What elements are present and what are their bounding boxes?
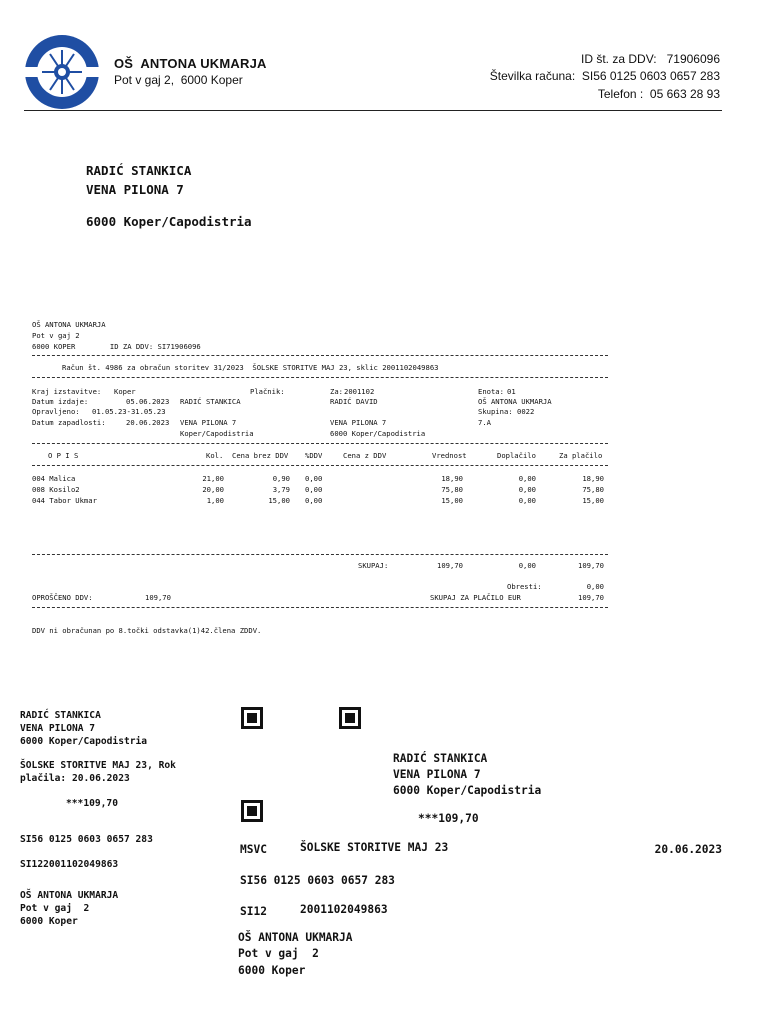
issue-date-value: 05.06.2023 xyxy=(126,397,170,406)
slip-left-name: RADIĆ STANKICA xyxy=(20,710,101,721)
vat-note: DDV ni obračunan po 8.točki odstavka(1)42.člena ZDDV. xyxy=(32,626,262,635)
row-to-pay: 18,90 xyxy=(582,474,604,483)
slip-right-code: MSVC xyxy=(240,843,267,856)
payer-street: VENA PILONA 7 xyxy=(180,418,237,427)
place-label: Kraj izstavitve: xyxy=(32,387,102,396)
row-vat: 0,00 xyxy=(305,496,323,505)
interest-value: 0,00 xyxy=(586,582,604,591)
row-qty: 1,00 xyxy=(206,496,224,505)
col-header-desc: O P I S xyxy=(48,451,79,460)
divider xyxy=(32,443,608,444)
phone-label: Telefon : xyxy=(597,87,644,101)
col-header-value: Vrednost xyxy=(432,451,467,460)
row-price: 15,00 xyxy=(268,496,290,505)
issue-date-label: Datum izdaje: xyxy=(32,397,89,406)
school-address: Pot v gaj 2, 6000 Koper xyxy=(114,73,243,87)
slip-right-ref-model: SI12 xyxy=(240,905,267,918)
group-label: Skupina: xyxy=(478,407,513,416)
row-value: 18,90 xyxy=(441,474,463,483)
row-to-pay: 15,00 xyxy=(582,496,604,505)
row-desc: 008 Kosilo2 xyxy=(32,485,80,494)
exempt-vat-label: OPROŠČENO DDV: xyxy=(32,593,93,602)
slip-left-payee-street: Pot v gaj 2 xyxy=(20,903,90,914)
row-price: 0,90 xyxy=(272,474,290,483)
unit-label: Enota: xyxy=(478,387,504,396)
exempt-vat-value: 109,70 xyxy=(145,593,171,602)
divider xyxy=(32,465,608,466)
for-name: RADIĆ DAVID xyxy=(330,397,378,406)
row-vat: 0,00 xyxy=(305,485,323,494)
for-city: 6000 Koper/Capodistria xyxy=(330,429,426,438)
row-qty: 20,00 xyxy=(202,485,224,494)
divider xyxy=(32,355,608,356)
class-value: 7.A xyxy=(478,418,491,427)
recipient-street: VENA PILONA 7 xyxy=(86,182,184,197)
for-id: 2001102 xyxy=(344,387,375,396)
slip-left-purpose-1: ŠOLSKE STORITVE MAJ 23, Rok xyxy=(20,760,176,771)
total-label: SKUPAJ: xyxy=(358,561,389,570)
payer-city: Koper/Capodistria xyxy=(180,429,254,438)
account-value: SI56 0125 0603 0657 283 xyxy=(581,69,720,83)
payer-name: RADIĆ STANKICA xyxy=(180,397,241,406)
slip-right-payee-name: OŠ ANTONA UKMARJA xyxy=(238,931,353,944)
slip-left-iban: SI56 0125 0603 0657 283 xyxy=(20,834,153,845)
slip-left-payee-city: 6000 Koper xyxy=(20,916,78,927)
slip-right-purpose: ŠOLSKE STORITVE MAJ 23 xyxy=(300,841,449,854)
unit-value: 01 xyxy=(507,387,516,396)
row-surcharge: 0,00 xyxy=(518,496,536,505)
row-vat: 0,00 xyxy=(305,474,323,483)
interest-label: Obresti: xyxy=(507,582,542,591)
slip-right-name: RADIĆ STANKICA xyxy=(393,752,488,765)
col-header-qty: Kol. xyxy=(206,451,224,460)
due-value: 20.06.2023 xyxy=(126,418,170,427)
header-divider xyxy=(24,110,722,111)
slip-right-city: 6000 Koper/Capodistria xyxy=(393,784,542,797)
school-logo xyxy=(24,34,100,110)
col-header-to-pay: Za plačilo xyxy=(559,451,603,460)
qr-code-icon xyxy=(241,707,361,822)
vat-id-line xyxy=(581,52,720,66)
account-label: Številka računa: xyxy=(489,69,576,83)
total-surcharge: 0,00 xyxy=(518,561,536,570)
row-surcharge: 0,00 xyxy=(518,474,536,483)
slip-left-reference: SI122001102049863 xyxy=(20,859,119,870)
recipient-name: RADIĆ STANKICA xyxy=(86,163,192,178)
vat-id-value: 71906096 xyxy=(666,52,720,66)
slip-right-iban: SI56 0125 0603 0657 283 xyxy=(240,874,395,887)
issuer-line-1: OŠ ANTONA UKMARJA xyxy=(32,320,106,329)
col-header-vat: %DDV xyxy=(305,451,323,460)
invoice-title: Račun št. 4986 za obračun storitev 31/2023 ŠOLSKE STORITVE MAJ 23, sklic 2001102049863 xyxy=(62,363,439,372)
row-qty: 21,00 xyxy=(202,474,224,483)
slip-right-payee-street: Pot v gaj 2 xyxy=(238,947,319,960)
place-value: Koper xyxy=(114,387,136,396)
slip-right-street: VENA PILONA 7 xyxy=(393,768,481,781)
total-value: 109,70 xyxy=(437,561,463,570)
issuer-line-3: 6000 KOPER ID ZA DDV: SI71906096 xyxy=(32,342,201,351)
row-to-pay: 75,80 xyxy=(582,485,604,494)
slip-left-purpose-2: plačila: 20.06.2023 xyxy=(20,773,130,784)
for-street: VENA PILONA 7 xyxy=(330,418,387,427)
for-label: Za: xyxy=(330,387,343,396)
group-value: 0022 xyxy=(517,407,535,416)
slip-left-city: 6000 Koper/Capodistria xyxy=(20,736,148,747)
unit-name: OŠ ANTONA UKMARJA xyxy=(478,397,552,406)
slip-right-amount: ***109,70 xyxy=(418,812,479,825)
due-label: Datum zapadlosti: xyxy=(32,418,106,427)
slip-left-amount: ***109,70 xyxy=(66,798,118,809)
col-header-surcharge: Doplačilo xyxy=(497,451,536,460)
divider xyxy=(32,377,608,378)
row-desc: 004 Malica xyxy=(32,474,76,483)
col-header-price: Cena brez DDV xyxy=(232,451,289,460)
slip-left-payee-name: OŠ ANTONA UKMARJA xyxy=(20,890,119,901)
grand-total-value: 109,70 xyxy=(578,593,604,602)
school-name: OŠ ANTONA UKMARJA xyxy=(114,56,267,71)
recipient-city: 6000 Koper/Capodistria xyxy=(86,214,252,229)
row-surcharge: 0,00 xyxy=(518,485,536,494)
slip-right-due-date: 20.06.2023 xyxy=(654,843,722,856)
phone-value: 05 663 28 93 xyxy=(649,87,720,101)
divider xyxy=(32,554,608,555)
performed-value: 01.05.23-31.05.23 xyxy=(92,407,166,416)
vat-id-label: ID št. za DDV: xyxy=(581,52,657,66)
slip-left-street: VENA PILONA 7 xyxy=(20,723,96,734)
issuer-line-2: Pot v gaj 2 xyxy=(32,331,80,340)
row-value: 75,80 xyxy=(441,485,463,494)
slip-right-ref-number: 2001102049863 xyxy=(300,903,388,916)
grand-total-label: SKUPAJ ZA PLAČILO EUR xyxy=(430,593,521,602)
row-price: 3,79 xyxy=(272,485,290,494)
divider xyxy=(32,607,608,608)
payer-label: Plačnik: xyxy=(250,387,285,396)
col-header-price-vat: Cena z DDV xyxy=(343,451,387,460)
row-value: 15,00 xyxy=(441,496,463,505)
performed-label: Opravljeno: xyxy=(32,407,80,416)
slip-right-payee-city: 6000 Koper xyxy=(238,964,306,977)
row-desc: 044 Tabor Ukmar xyxy=(32,496,97,505)
phone-line xyxy=(598,87,720,101)
total-to-pay: 109,70 xyxy=(578,561,604,570)
account-line xyxy=(490,69,720,83)
